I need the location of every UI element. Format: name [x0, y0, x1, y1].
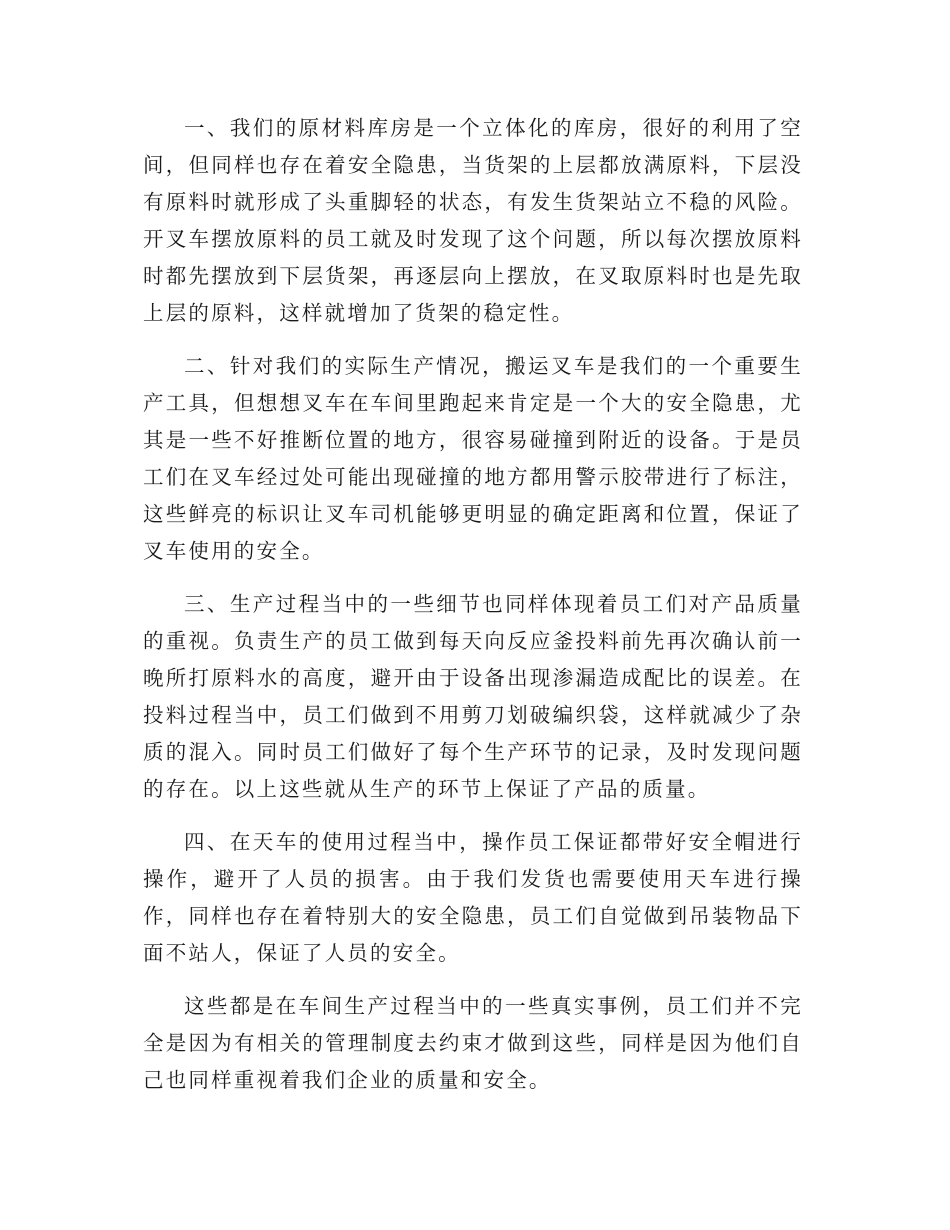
- paragraph-5: 这些都是在车间生产过程当中的一些真实事例，员工们并不完全是因为有相关的管理制度去约束才做到这些，同样是因为他们自己也同样重视着我们企业的质量和安全。: [143, 994, 803, 1092]
- document-body: [143, 110, 803, 1115]
- paragraph-2: 二、针对我们的实际生产情况，搬运叉车是我们的一个重要生产工具，但想想叉车在车间里跑起来肯定是一个大的安全隐患，尤其是一些不好推断位置的地方，很容易碰撞到附近的设备。于是员工们在叉车经过处可能出现碰撞的地方都用警示胶带进行了标注，这些鲜亮的标识让叉车司机能够更明显的确定距离和位置，保证了叉车使用的安全。: [143, 354, 803, 563]
- paragraph-4: 四、在天车的使用过程当中，操作员工保证都带好安全帽进行操作，避开了人员的损害。由于我们发货也需要使用天车进行操作，同样也存在着特别大的安全隐患，员工们自觉做到吊装物品下面不站人，保证了人员的安全。: [143, 830, 803, 965]
- paragraph-3: 三、生产过程当中的一些细节也同样体现着员工们对产品质量的重视。负责生产的员工做到每天向反应釜投料前先再次确认前一晚所打原料水的高度，避开由于设备出现渗漏造成配比的误差。在投料过程当中，员工们做到不用剪刀划破编织袋，这样就减少了杂质的混入。同时员工们做好了每个生产环节的记录，及时发现问题的存在。以上这些就从生产的环节上保证了产品的质量。: [143, 592, 803, 801]
- paragraph-1: 一、我们的原材料库房是一个立体化的库房，很好的利用了空间，但同样也存在着安全隐患，当货架的上层都放满原料，下层没有原料时就形成了头重脚轻的状态，有发生货架站立不稳的风险。开叉车摆放原料的员工就及时发现了这个问题，所以每次摆放原料时都先摆放到下层货架，再逐层向上摆放，在叉取原料时也是先取上层的原料，这样就增加了货架的稳定性。: [143, 116, 803, 325]
